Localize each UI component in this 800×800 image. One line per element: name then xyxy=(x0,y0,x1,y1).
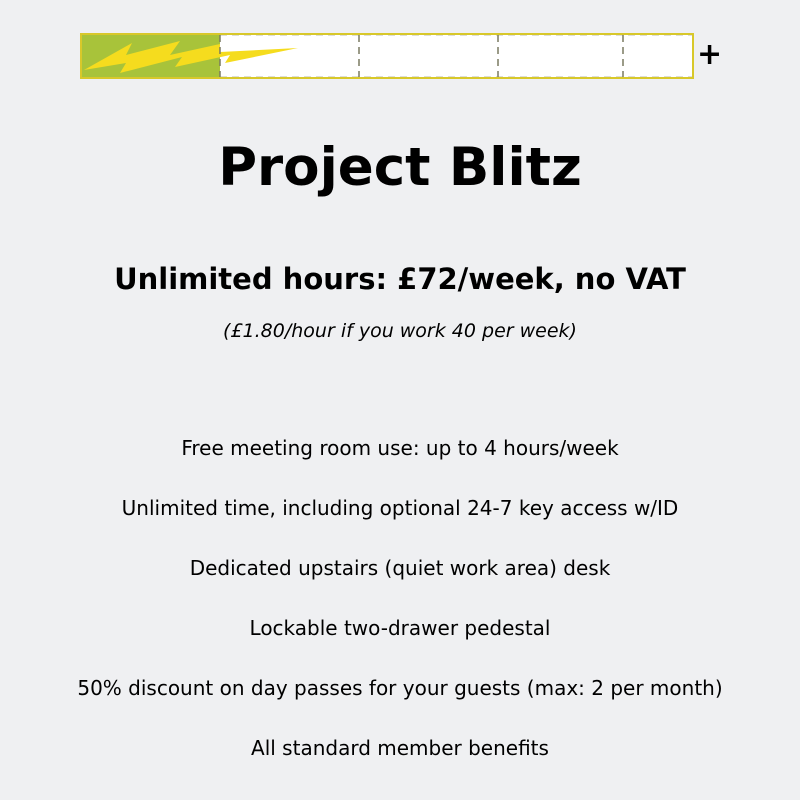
plan-price: Unlimited hours: £72/week, no VAT xyxy=(114,262,686,296)
feature-item: 50% discount on day passes for your guests (max: 2 per month) xyxy=(77,676,723,700)
plan-title: Project Blitz xyxy=(218,137,582,198)
feature-item: Lockable two-drawer pedestal xyxy=(249,616,551,640)
feature-item: Dedicated upstairs (quiet work area) desk xyxy=(189,556,611,580)
feature-list xyxy=(0,432,800,792)
usage-meter xyxy=(80,33,694,79)
price-note: (£1.80/hour if you work 40 per week) xyxy=(223,320,577,342)
feature-item: Free meeting room use: up to 4 hours/week xyxy=(181,436,619,460)
plus-icon: + xyxy=(697,37,723,72)
feature-item: Unlimited time, including optional 24-7 key access w/ID xyxy=(121,496,679,520)
usage-meter-graphic xyxy=(80,33,694,79)
feature-item: All standard member benefits xyxy=(251,736,549,760)
